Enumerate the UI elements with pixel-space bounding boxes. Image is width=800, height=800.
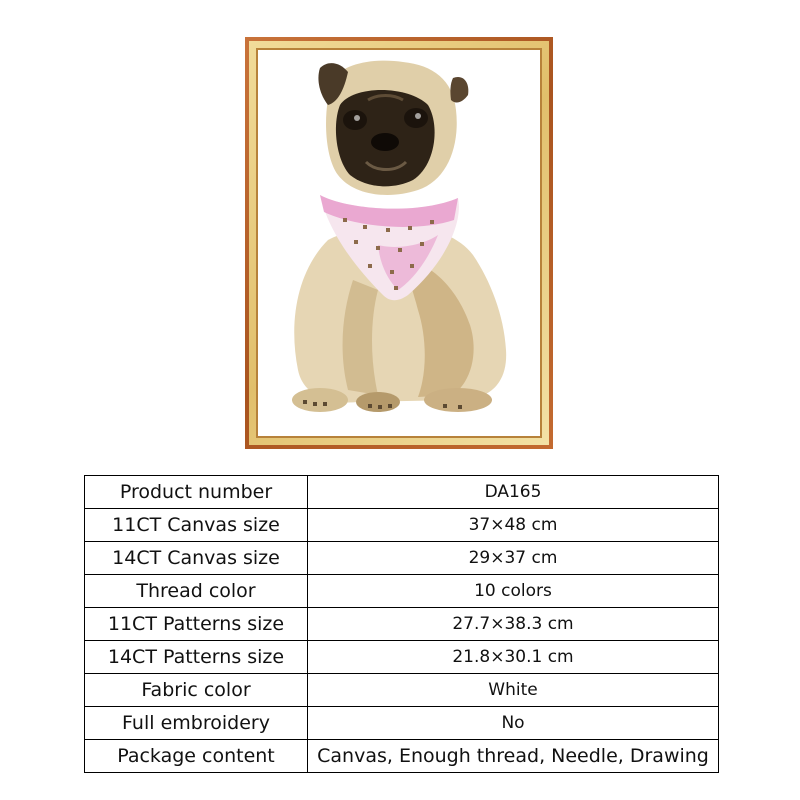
spec-value: White	[308, 674, 719, 707]
spec-value: No	[308, 707, 719, 740]
table-row	[85, 674, 719, 707]
pug-illustration	[258, 50, 528, 423]
spec-value: 37×48 cm	[308, 509, 719, 542]
spec-label: Product number	[85, 476, 308, 509]
table-row	[85, 740, 719, 773]
spec-value: Canvas, Enough thread, Needle, Drawing	[308, 740, 719, 773]
table-row	[85, 707, 719, 740]
spec-label: 11CT Patterns size	[85, 608, 308, 641]
pug-head	[318, 61, 468, 195]
spec-label: Package content	[85, 740, 308, 773]
spec-label: 14CT Patterns size	[85, 641, 308, 674]
spec-label: 14CT Canvas size	[85, 542, 308, 575]
table-row	[85, 575, 719, 608]
table-row	[85, 542, 719, 575]
spec-value: 21.8×30.1 cm	[308, 641, 719, 674]
spec-value: DA165	[308, 476, 719, 509]
table-row	[85, 509, 719, 542]
spec-value: 27.7×38.3 cm	[308, 608, 719, 641]
frame-gold-border	[249, 41, 549, 445]
artwork-canvas	[256, 48, 542, 438]
spec-label: Full embroidery	[85, 707, 308, 740]
table-row	[85, 476, 719, 509]
table-row	[85, 608, 719, 641]
table-row	[85, 641, 719, 674]
spec-label: Fabric color	[85, 674, 308, 707]
picture-frame	[245, 37, 553, 449]
spec-label: 11CT Canvas size	[85, 509, 308, 542]
spec-value: 29×37 cm	[308, 542, 719, 575]
spec-value: 10 colors	[308, 575, 719, 608]
spec-label: Thread color	[85, 575, 308, 608]
product-specs-table	[84, 475, 719, 773]
